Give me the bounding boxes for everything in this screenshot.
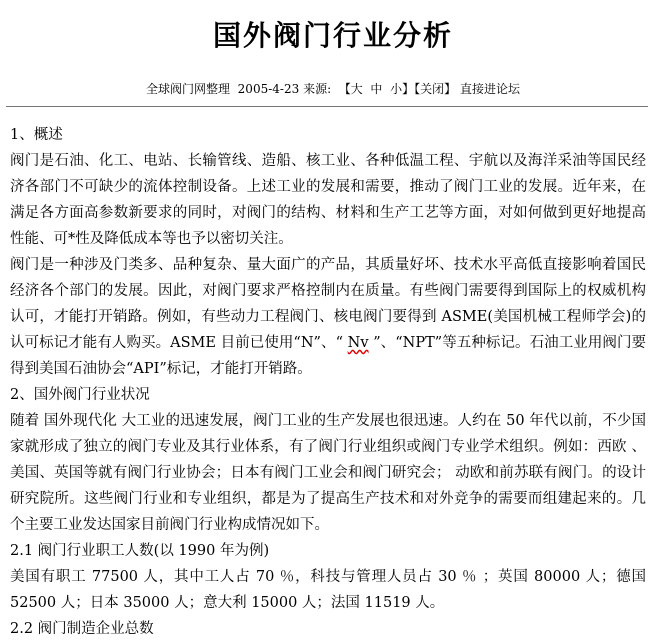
bracket-mid: 】【	[402, 82, 421, 96]
section-2-1-heading: 2.1 阀门行业职工人数(以 1990 年为例)	[10, 543, 270, 559]
source-label: 来源:	[303, 82, 332, 96]
article-meta	[0, 80, 666, 97]
section-2-2-heading: 2.2 阀门制造企业总数	[10, 621, 154, 637]
close-link[interactable]: 关闭	[420, 82, 445, 96]
section-2-1-paragraph: 美国有职工 77500 人，其中工人占 70 ％，科技与管理人员占 30 ％ ；英国 80000 人；德国 52500 人；日本 35000 人；意大利 15000 人；法国 11519 人。	[10, 569, 646, 611]
header-divider	[6, 106, 648, 107]
paragraph-2-text: 阀门是一种涉及门类多、品种复杂、量大面广的产品，其质量好坏、技术水平高低直接影响着国民经济各个部门的发展。因此，对阀门要求严格控制内在质量。有些阀门需要得到国际上的权威机构认可，才能打开销路。例如，有些动力工程阀门、核电阀门要得到 ASME(美国机械工程师学会)的认可标记才能有人购买。ASME 目前已使用“N”、“	[10, 257, 646, 351]
section-1-paragraph-2	[10, 252, 646, 382]
bracket-open: 【	[338, 82, 351, 96]
font-size-small-link[interactable]: 小	[390, 82, 403, 96]
font-size-medium-link[interactable]: 中	[370, 82, 383, 96]
article-body	[10, 122, 646, 642]
source-site: 全球阀门网整理	[146, 82, 231, 96]
section-1-paragraph-1: 阀门是石油、化工、电站、长输管线、造船、核工业、各种低温工程、宇航以及海洋采油等国民经济各部门不可缺少的流体控制设备。上述工业的发展和需要，推动了阀门工业的发展。近年来，在满足各方面高参数新要求的同时，对阀门的结构、材料和生产工艺等方面，对如何做到更好地提高性能、可*性及降低成本等也予以密切关注。	[10, 153, 646, 247]
section-2-paragraph-1: 随着 国外现代化 大工业的迅速发展，阀门工业的生产发展也很迅速。人约在 50 年代以前，不少国家就形成了独立的阀门专业及其行业体系，有了阀门行业组织或阀门专业学术组织。例如：西欧 、美国、英国等就有阀门行业协会；日本有阀门工业会和阀门研究会； 动欧和前苏联有阀门。的设计研究院所。这些阀门行业和专业组织，都是为了提高生产技术和对外竞争的需要而组建起来的。几个主要工业发达国家目前阀门行业构成情况如下。	[10, 413, 646, 533]
section-1-heading: 1、概述	[10, 127, 63, 143]
section-2-heading: 2、国外阀门行业状况	[10, 387, 150, 403]
forum-link[interactable]: 直接进论坛	[459, 82, 520, 96]
publish-date: 2005-4-23	[237, 82, 300, 96]
font-size-large-link[interactable]: 大	[350, 82, 363, 96]
paragraph-2-tail: ”、“NPT”等五种标记。石油工业用阀门要得到美国石油协会“API”标记，才能打开销路。	[10, 335, 646, 377]
nv-mark-text: Nv	[347, 335, 369, 351]
bracket-close: 】	[444, 82, 457, 96]
article-title: 国外阀门行业分析	[212, 19, 453, 52]
